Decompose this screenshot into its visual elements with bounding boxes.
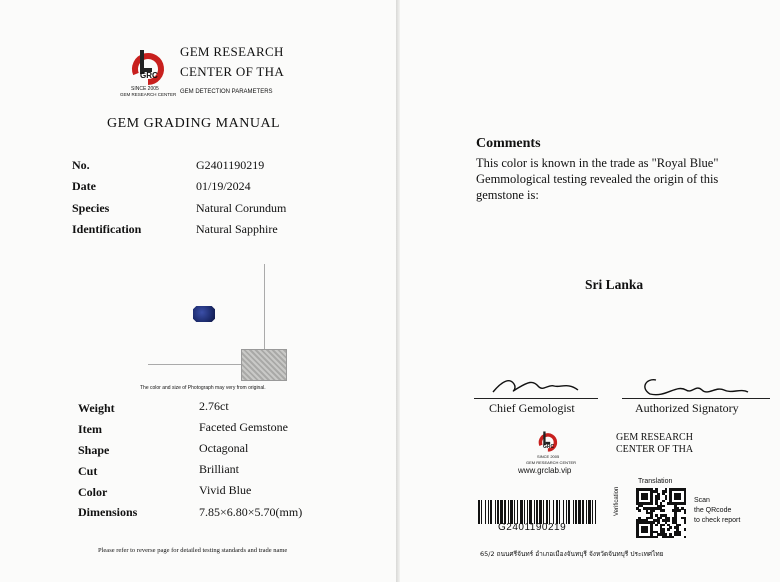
qr-module [665,498,668,501]
qr-module [684,536,687,539]
right-page [400,0,780,582]
barcode-number: G2401190219 [498,522,567,533]
barcode-bar [559,500,560,524]
hologram-sticker [241,349,287,381]
qr-module [662,524,665,527]
qr-text-3: to check report [694,517,741,524]
qr-code [636,488,686,538]
qr-module [679,524,682,527]
barcode-bar [527,500,528,524]
qr-module [655,536,658,539]
barcode-bar [566,500,567,524]
qr-module [662,509,665,512]
field-label: Species [72,201,110,215]
field-value: Vivid Blue [199,483,252,497]
barcode-bar [575,500,577,524]
field-value: 7.85×6.80×5.70(mm) [199,505,303,519]
qr-module [679,533,682,536]
field-value: Natural Sapphire [196,222,278,236]
address-footer: 65/2 ถนนศรีจันทร์ อำเภอเมืองจันทบุรี จังหวัดจันทบุรี ประเทศไทย [480,550,664,558]
barcode-bar [478,500,480,524]
qr-text-1: Scan [694,497,710,504]
qr-side-label: Verification [614,486,620,516]
barcode-bar [529,500,532,524]
qr-module [657,498,660,501]
barcode [478,500,598,524]
barcode-bar [534,500,535,524]
qr-module [669,526,672,529]
qr-module [665,490,668,493]
field-label: No. [72,158,90,172]
field-label: Color [78,485,108,499]
origin-country: Sri Lanka [585,277,644,292]
field-value: 2.76ct [199,399,229,413]
logo-since: SINCE 2005 [537,454,560,459]
comments-heading: Comments [476,136,541,151]
field-value: G2401190219 [196,158,265,172]
comment-line: Gemmological testing revealed the origin of this [476,172,719,186]
barcode-bar [517,500,518,524]
sig-line-2 [622,398,770,399]
org-line1: GEM RESEARCH [180,44,284,59]
qr-module [638,509,641,512]
qr-module [662,500,665,503]
footer-note: Please refer to reverse page for detailed testing standards and trade name [98,547,288,554]
barcode-bar [539,500,542,524]
qr-module [684,512,687,515]
authorized-signatory-label: Authorized Signatory [635,401,739,415]
logo-text: GRC [543,444,555,450]
barcode-bar [495,500,496,524]
field-value: 01/19/2024 [196,179,251,193]
field-label: Identification [72,222,142,236]
qr-module [650,502,653,505]
photo-caption: The color and size of Photograph may very from original. [140,385,266,391]
qr-module [653,509,656,512]
logo-text: GRC [140,71,158,80]
qr-top-label: Translation [638,478,673,485]
authorized-signatory-signature [636,370,756,400]
chief-gemologist-label: Chief Gemologist [489,401,575,415]
field-label: Weight [78,401,115,415]
field-value: Faceted Gemstone [199,420,288,434]
barcode-bar [488,500,489,524]
qr-module [662,505,665,508]
qr-module [684,502,687,505]
barcode-bar [592,500,593,524]
comment-line: This color is known in the trade as "Royal Blue" [476,156,719,170]
logo-since: SINCE 2005 [131,86,159,92]
barcode-bar [582,500,584,524]
logo-center: GEM RESEARCH CENTER [526,460,577,465]
barcode-bar [500,500,503,524]
qr-module [646,498,649,501]
barcode-bar [543,500,544,524]
qr-module [679,509,682,512]
field-value: Brilliant [199,462,239,476]
org-sub: GEM DETECTION PARAMETERS [180,89,273,95]
qr-module [684,528,687,531]
field-label: Item [78,422,102,436]
field-label: Shape [78,443,110,457]
barcode-bar [553,500,554,524]
barcode-bar [508,500,509,524]
barcode-bar [595,500,596,524]
barcode-bar [549,500,550,524]
barcode-bar [520,500,523,524]
field-label: Cut [78,464,98,478]
gemstone-image [193,306,215,322]
barcode-bar [586,500,587,524]
barcode-bar [588,500,591,524]
sig-line-1 [474,398,598,399]
barcode-bar [546,500,548,524]
qr-module [655,524,658,527]
chief-gemologist-signature [488,370,598,400]
barcode-bar [504,500,506,524]
website-url: www.grclab.vip [518,466,572,475]
barcode-bar [536,500,538,524]
qr-module [646,531,649,534]
field-label: Dimensions [78,505,138,519]
comment-line: gemstone is: [476,188,539,202]
qr-module [684,521,687,524]
barcode-bar [573,500,574,524]
barcode-bar [578,500,581,524]
barcode-bar [556,500,558,524]
barcode-bar [510,500,513,524]
barcode-bar [497,500,499,524]
barcode-bar [524,500,525,524]
field-label: Date [72,179,96,193]
qr-module [672,536,675,539]
barcode-bar [568,500,570,524]
logo-center: GEM RESEARCH CENTER [120,92,177,97]
org-line2: CENTER OF THA [180,64,285,79]
barcode-bar [514,500,515,524]
gem-photo-area [140,258,290,388]
barcode-bar [481,500,482,524]
field-value: Octagonal [199,441,249,455]
qr-module [679,498,682,501]
org-line1: GEM RESEARCH [616,432,693,443]
qr-text-2: the QRcode [694,507,732,514]
barcode-bar [490,500,492,524]
org-line2: CENTER OF THA [616,444,694,455]
qr-module [667,528,670,531]
barcode-bar [485,500,486,524]
barcode-bar [563,500,564,524]
manual-title: GEM GRADING MANUAL [107,116,281,131]
field-value: Natural Corundum [196,201,287,215]
qr-module [667,519,670,522]
